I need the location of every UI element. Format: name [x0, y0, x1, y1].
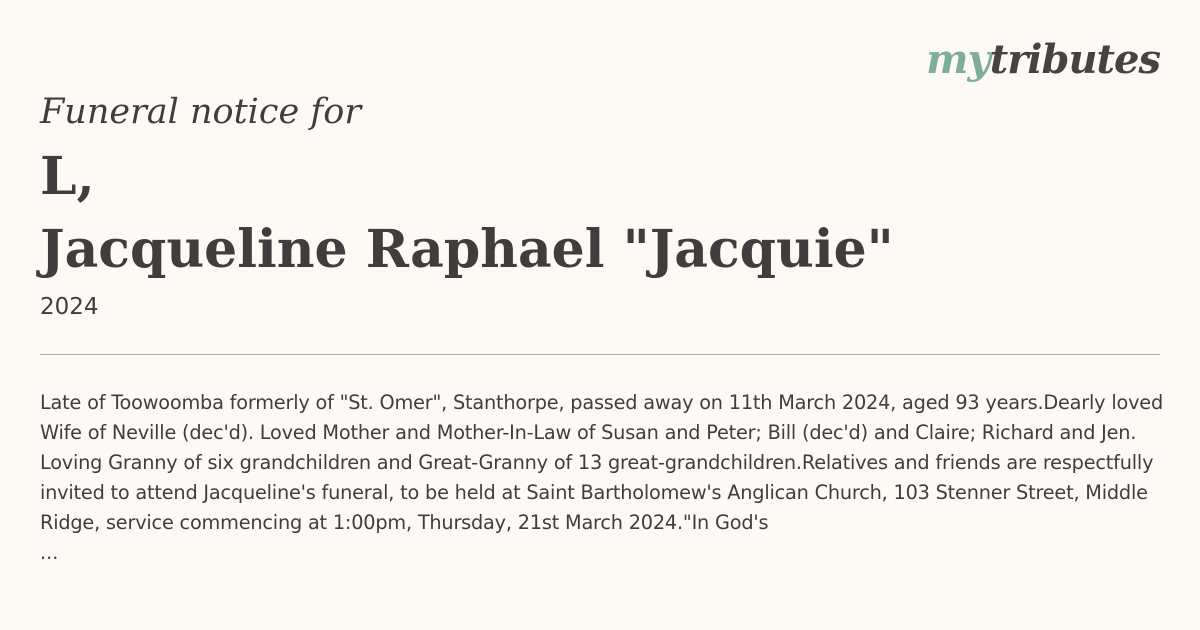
- name-line-given: Jacqueline Raphael "Jacquie": [40, 219, 894, 280]
- name-line-surname: L,: [40, 146, 95, 207]
- notice-truncation-ellipsis: ...: [40, 541, 59, 564]
- mytributes-logo[interactable]: [926, 36, 1160, 84]
- logo-suffix: tributes: [989, 36, 1160, 83]
- notice-year: 2024: [40, 294, 99, 320]
- deceased-name: [40, 140, 894, 286]
- notice-heading: Funeral notice for: [40, 92, 362, 132]
- notice-body: Late of Toowoomba formerly of "St. Omer", Stanthorpe, passed away on 11th March 2024, aged 93 years.Dearly loved Wife of Neville (dec'd). Loved Mother and Mother-In-Law of Susan and Peter; Bill (dec'd) and Claire; Richard and Jen. Loving Granny of six grandchildren and Great-Granny of 13 great-grandchildren.Relatives and friends are respectfully invited to attend Jacqueline's funeral, to be held at Saint Bartholomew's Anglican Church, 103 Stenner Street, Middle Ridge, service commencing at 1:00pm, Thursday, 21st March 2024."In God's: [40, 391, 1163, 534]
- logo-prefix: my: [926, 36, 990, 83]
- divider: [40, 354, 1160, 355]
